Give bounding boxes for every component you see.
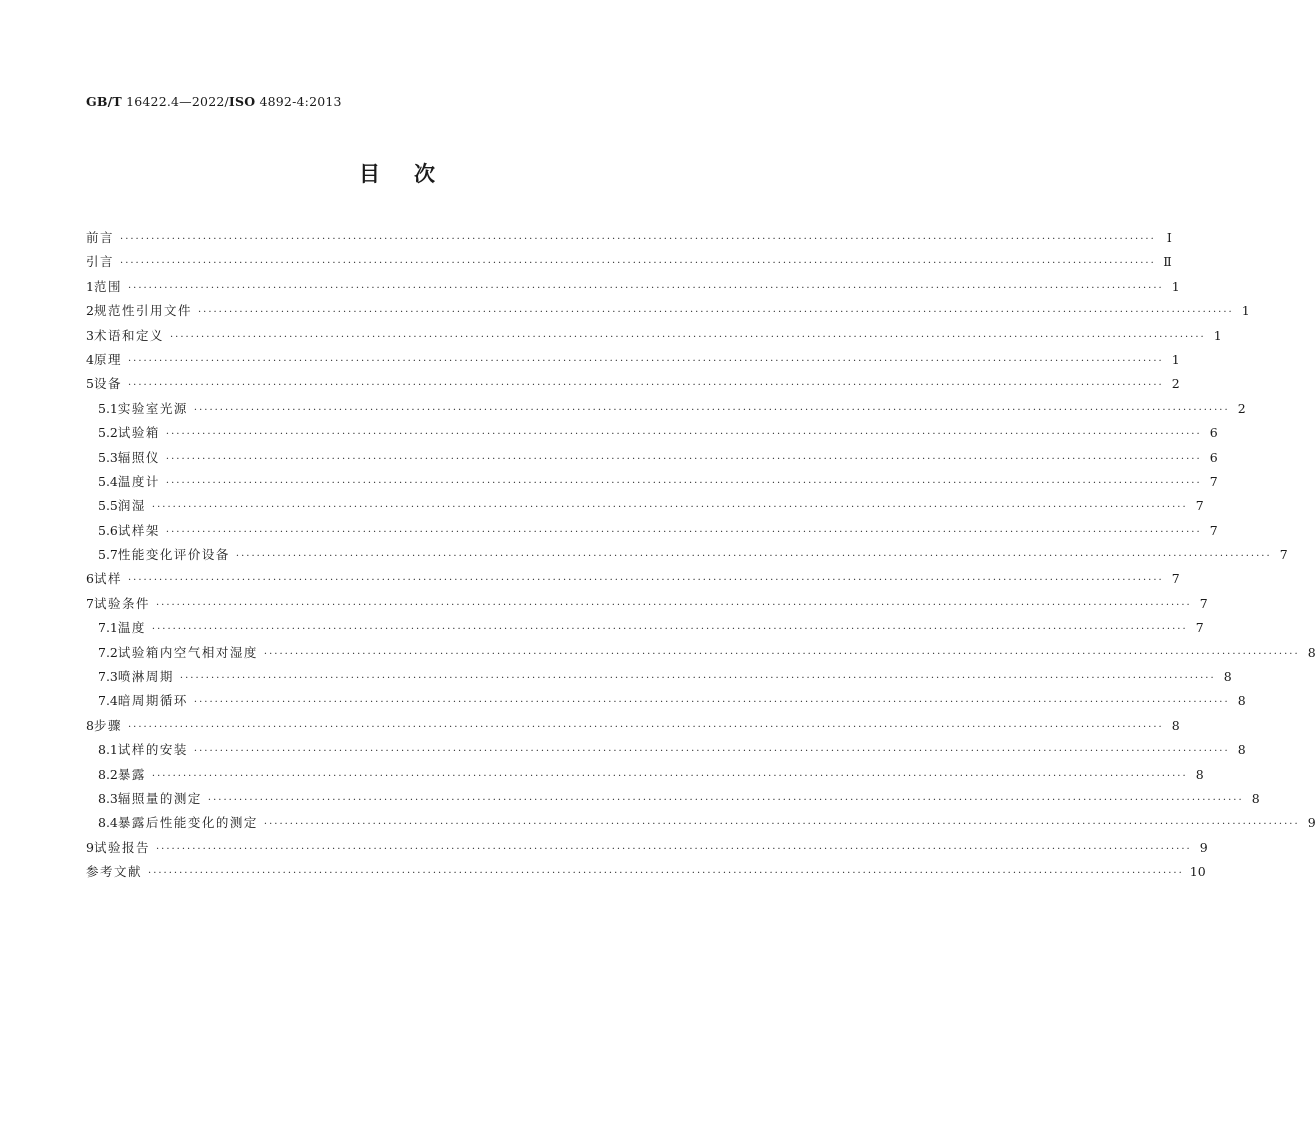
toc-entry-page-number: 8 (1251, 790, 1260, 806)
toc-entry-number: 5.7 (98, 547, 118, 563)
toc-entry[interactable] (86, 275, 1180, 299)
toc-entry-number: 5.2 (98, 425, 118, 441)
toc-entry[interactable] (86, 494, 1204, 518)
toc-entry-title: 试验报告 (93, 839, 150, 855)
toc-entry-number: 9 (86, 839, 94, 855)
toc-entry-number: 4 (86, 351, 94, 367)
toc-entry[interactable] (86, 519, 1218, 543)
toc-dot-leader: ········································································································································································································ (263, 648, 1300, 660)
toc-entry-page-number: 1 (1213, 327, 1222, 343)
toc-entry-page-number: 8 (1237, 742, 1246, 758)
toc-entry-title: 温度计 (117, 473, 160, 489)
toc-entry-page-number: 7 (1279, 547, 1288, 563)
toc-dot-leader: ········································································································································································································ (127, 380, 1164, 392)
toc-entry-number: 7.4 (98, 693, 118, 709)
toc-entry-number: 7.1 (98, 620, 118, 636)
toc-entry-number: 5.4 (98, 473, 118, 489)
toc-entry-page-number: Ⅱ (1163, 254, 1172, 270)
toc-dot-leader: ········································································································································································································ (155, 843, 1192, 855)
toc-entry-title: 辐照仪 (117, 449, 160, 465)
toc-entry-page-number: 10 (1189, 864, 1206, 880)
toc-entry[interactable] (86, 787, 1260, 811)
standard-prefix: GB/T (86, 94, 122, 109)
toc-entry-page-number: 1 (1241, 303, 1250, 319)
toc-dot-leader: ········································································································································································································ (193, 746, 1230, 758)
toc-dot-leader: ········································································································································································································ (165, 429, 1202, 441)
toc-entry-number: 3 (86, 327, 94, 343)
toc-entry[interactable] (86, 250, 1172, 274)
toc-entry-title: 步骤 (93, 717, 122, 733)
toc-entry-title: 原理 (93, 351, 122, 367)
toc-dot-leader: ········································································································································································································ (148, 868, 1184, 880)
toc-entry[interactable] (86, 860, 1206, 884)
toc-entry-number: 8.4 (98, 815, 118, 831)
toc-entry-number: 5.3 (98, 449, 118, 465)
toc-dot-leader: ········································································································································································································ (127, 355, 1164, 367)
toc-entry-page-number: 9 (1307, 815, 1316, 831)
toc-entry-title: 暗周期循环 (117, 693, 188, 709)
iso-prefix: ISO (228, 94, 256, 109)
toc-entry[interactable] (86, 689, 1246, 713)
toc-entry-number: 8.3 (98, 790, 118, 806)
toc-entry[interactable] (86, 763, 1204, 787)
toc-dot-leader: ········································································································································································································ (165, 477, 1202, 489)
toc-dot-leader: ········································································································································································································ (120, 258, 1156, 270)
toc-dot-leader: ········································································································································································································ (151, 502, 1188, 514)
toc-entry-page-number: 8 (1171, 717, 1180, 733)
page-title: 目次 (359, 161, 469, 186)
toc-entry-number: 2 (86, 303, 94, 319)
toc-entry-title: 暴露后性能变化的测定 (117, 815, 258, 831)
toc-entry[interactable] (86, 665, 1232, 689)
toc-entry-title: 试验箱 (117, 425, 160, 441)
toc-entry[interactable] (86, 372, 1180, 396)
toc-entry-page-number: 7 (1195, 498, 1204, 514)
toc-entry-title: 暴露 (117, 766, 146, 782)
toc-entry-title: 试样的安装 (117, 742, 188, 758)
toc-entry-page-number: 7 (1209, 473, 1218, 489)
toc-entry-title: 试验箱内空气相对湿度 (117, 644, 258, 660)
toc-entry-title: 范围 (93, 278, 122, 294)
toc-entry[interactable] (86, 421, 1218, 445)
toc-entry-number: 5.1 (98, 400, 118, 416)
toc-entry-page-number: 7 (1171, 571, 1180, 587)
toc-entry-page-number: 8 (1223, 669, 1232, 685)
toc-entry[interactable] (86, 324, 1222, 348)
toc-entry-page-number: 7 (1195, 620, 1204, 636)
toc-entry[interactable] (86, 543, 1288, 567)
toc-entry-number: 7.3 (98, 669, 118, 685)
toc-entry-title: 实验室光源 (117, 400, 188, 416)
toc-entry[interactable] (86, 811, 1316, 835)
toc-dot-leader: ········································································································································································································ (127, 575, 1164, 587)
toc-entry-page-number: 1 (1171, 278, 1180, 294)
toc-entry[interactable] (86, 738, 1246, 762)
toc-entry-title: 喷淋周期 (117, 669, 174, 685)
toc-entry-title: 辐照量的测定 (117, 790, 202, 806)
toc-dot-leader: ········································································································································································································ (169, 331, 1206, 343)
toc-dot-leader: ········································································································································································································ (197, 307, 1234, 319)
toc-entry-title: 设备 (93, 376, 122, 392)
toc-entry-number: 5.5 (98, 498, 118, 514)
toc-entry[interactable] (86, 714, 1180, 738)
toc-entry-page-number: 6 (1209, 425, 1218, 441)
toc-entry-page-number: 7 (1209, 522, 1218, 538)
toc-entry-title: 温度 (117, 620, 146, 636)
toc-entry[interactable] (86, 446, 1218, 470)
toc-entry[interactable] (86, 348, 1180, 372)
toc-entry[interactable] (86, 641, 1316, 665)
toc-entry-title: 参考文献 (86, 864, 143, 880)
toc-entry-number: 5 (86, 376, 94, 392)
toc-entry-page-number: 8 (1195, 766, 1204, 782)
toc-dot-leader: ········································································································································································································ (127, 721, 1164, 733)
toc-dot-leader: ········································································································································································································ (151, 624, 1188, 636)
toc-dot-leader: ········································································································································································································ (193, 697, 1230, 709)
toc-entry-page-number: 9 (1199, 839, 1208, 855)
document-header (86, 94, 342, 109)
toc-dot-leader: ········································································································································································································ (151, 770, 1188, 782)
toc-entry-title: 术语和定义 (93, 327, 164, 343)
toc-entry-title: 润湿 (117, 498, 146, 514)
toc-entry-page-number: 8 (1237, 693, 1246, 709)
standard-number: 16422.4—2022/ (121, 94, 229, 109)
toc-entry[interactable] (86, 592, 1208, 616)
toc-dot-leader: ········································································································································································································ (193, 404, 1230, 416)
toc-entry-title: 引言 (86, 254, 115, 270)
toc-entry-title: 试样架 (117, 522, 160, 538)
iso-number: 4892-4:2013 (255, 94, 342, 109)
toc-entry-number: 7 (86, 595, 94, 611)
toc-entry-number: 7.2 (98, 644, 118, 660)
toc-entry-page-number: 6 (1209, 449, 1218, 465)
toc-entry-title: 前言 (86, 230, 115, 245)
toc-entry[interactable] (86, 299, 1250, 323)
toc-entry-number: 8 (86, 717, 94, 733)
toc-entry-number: 5.6 (98, 522, 118, 538)
toc-entry-title: 试样 (93, 571, 122, 587)
toc-dot-leader: ········································································································································································································ (127, 282, 1164, 294)
toc-dot-leader: ········································································································································································································ (165, 453, 1202, 465)
toc-entry-title: 试验条件 (93, 595, 150, 611)
toc-entry-page-number: 2 (1237, 400, 1246, 416)
toc-entry[interactable] (86, 226, 1172, 250)
toc-entry-page-number: Ⅰ (1166, 230, 1172, 245)
toc-entry[interactable] (86, 567, 1180, 591)
toc-entry[interactable] (86, 836, 1208, 860)
toc-dot-leader: ········································································································································································································ (263, 819, 1300, 831)
table-of-contents (86, 226, 1316, 885)
toc-dot-leader: ········································································································································································································ (179, 673, 1216, 685)
toc-entry[interactable] (86, 397, 1246, 421)
toc-entry-page-number: 2 (1171, 376, 1180, 392)
toc-dot-leader: ········································································································································································································ (235, 551, 1272, 563)
toc-entry[interactable] (86, 616, 1204, 640)
toc-entry-page-number: 8 (1307, 644, 1316, 660)
toc-dot-leader: ········································································································································································································ (207, 794, 1244, 806)
toc-entry-title: 性能变化评价设备 (117, 547, 230, 563)
toc-entry-number: 8.2 (98, 766, 118, 782)
toc-dot-leader: ········································································································································································································ (155, 599, 1192, 611)
toc-entry-number: 1 (86, 278, 94, 294)
toc-dot-leader: ········································································································································································································ (120, 234, 1156, 245)
toc-entry-page-number: 1 (1171, 351, 1180, 367)
toc-entry-title: 规范性引用文件 (93, 303, 192, 319)
toc-entry-number: 8.1 (98, 742, 118, 758)
toc-dot-leader: ········································································································································································································ (165, 526, 1202, 538)
toc-entry-page-number: 7 (1199, 595, 1208, 611)
toc-entry-number: 6 (86, 571, 94, 587)
toc-entry[interactable] (86, 470, 1218, 494)
